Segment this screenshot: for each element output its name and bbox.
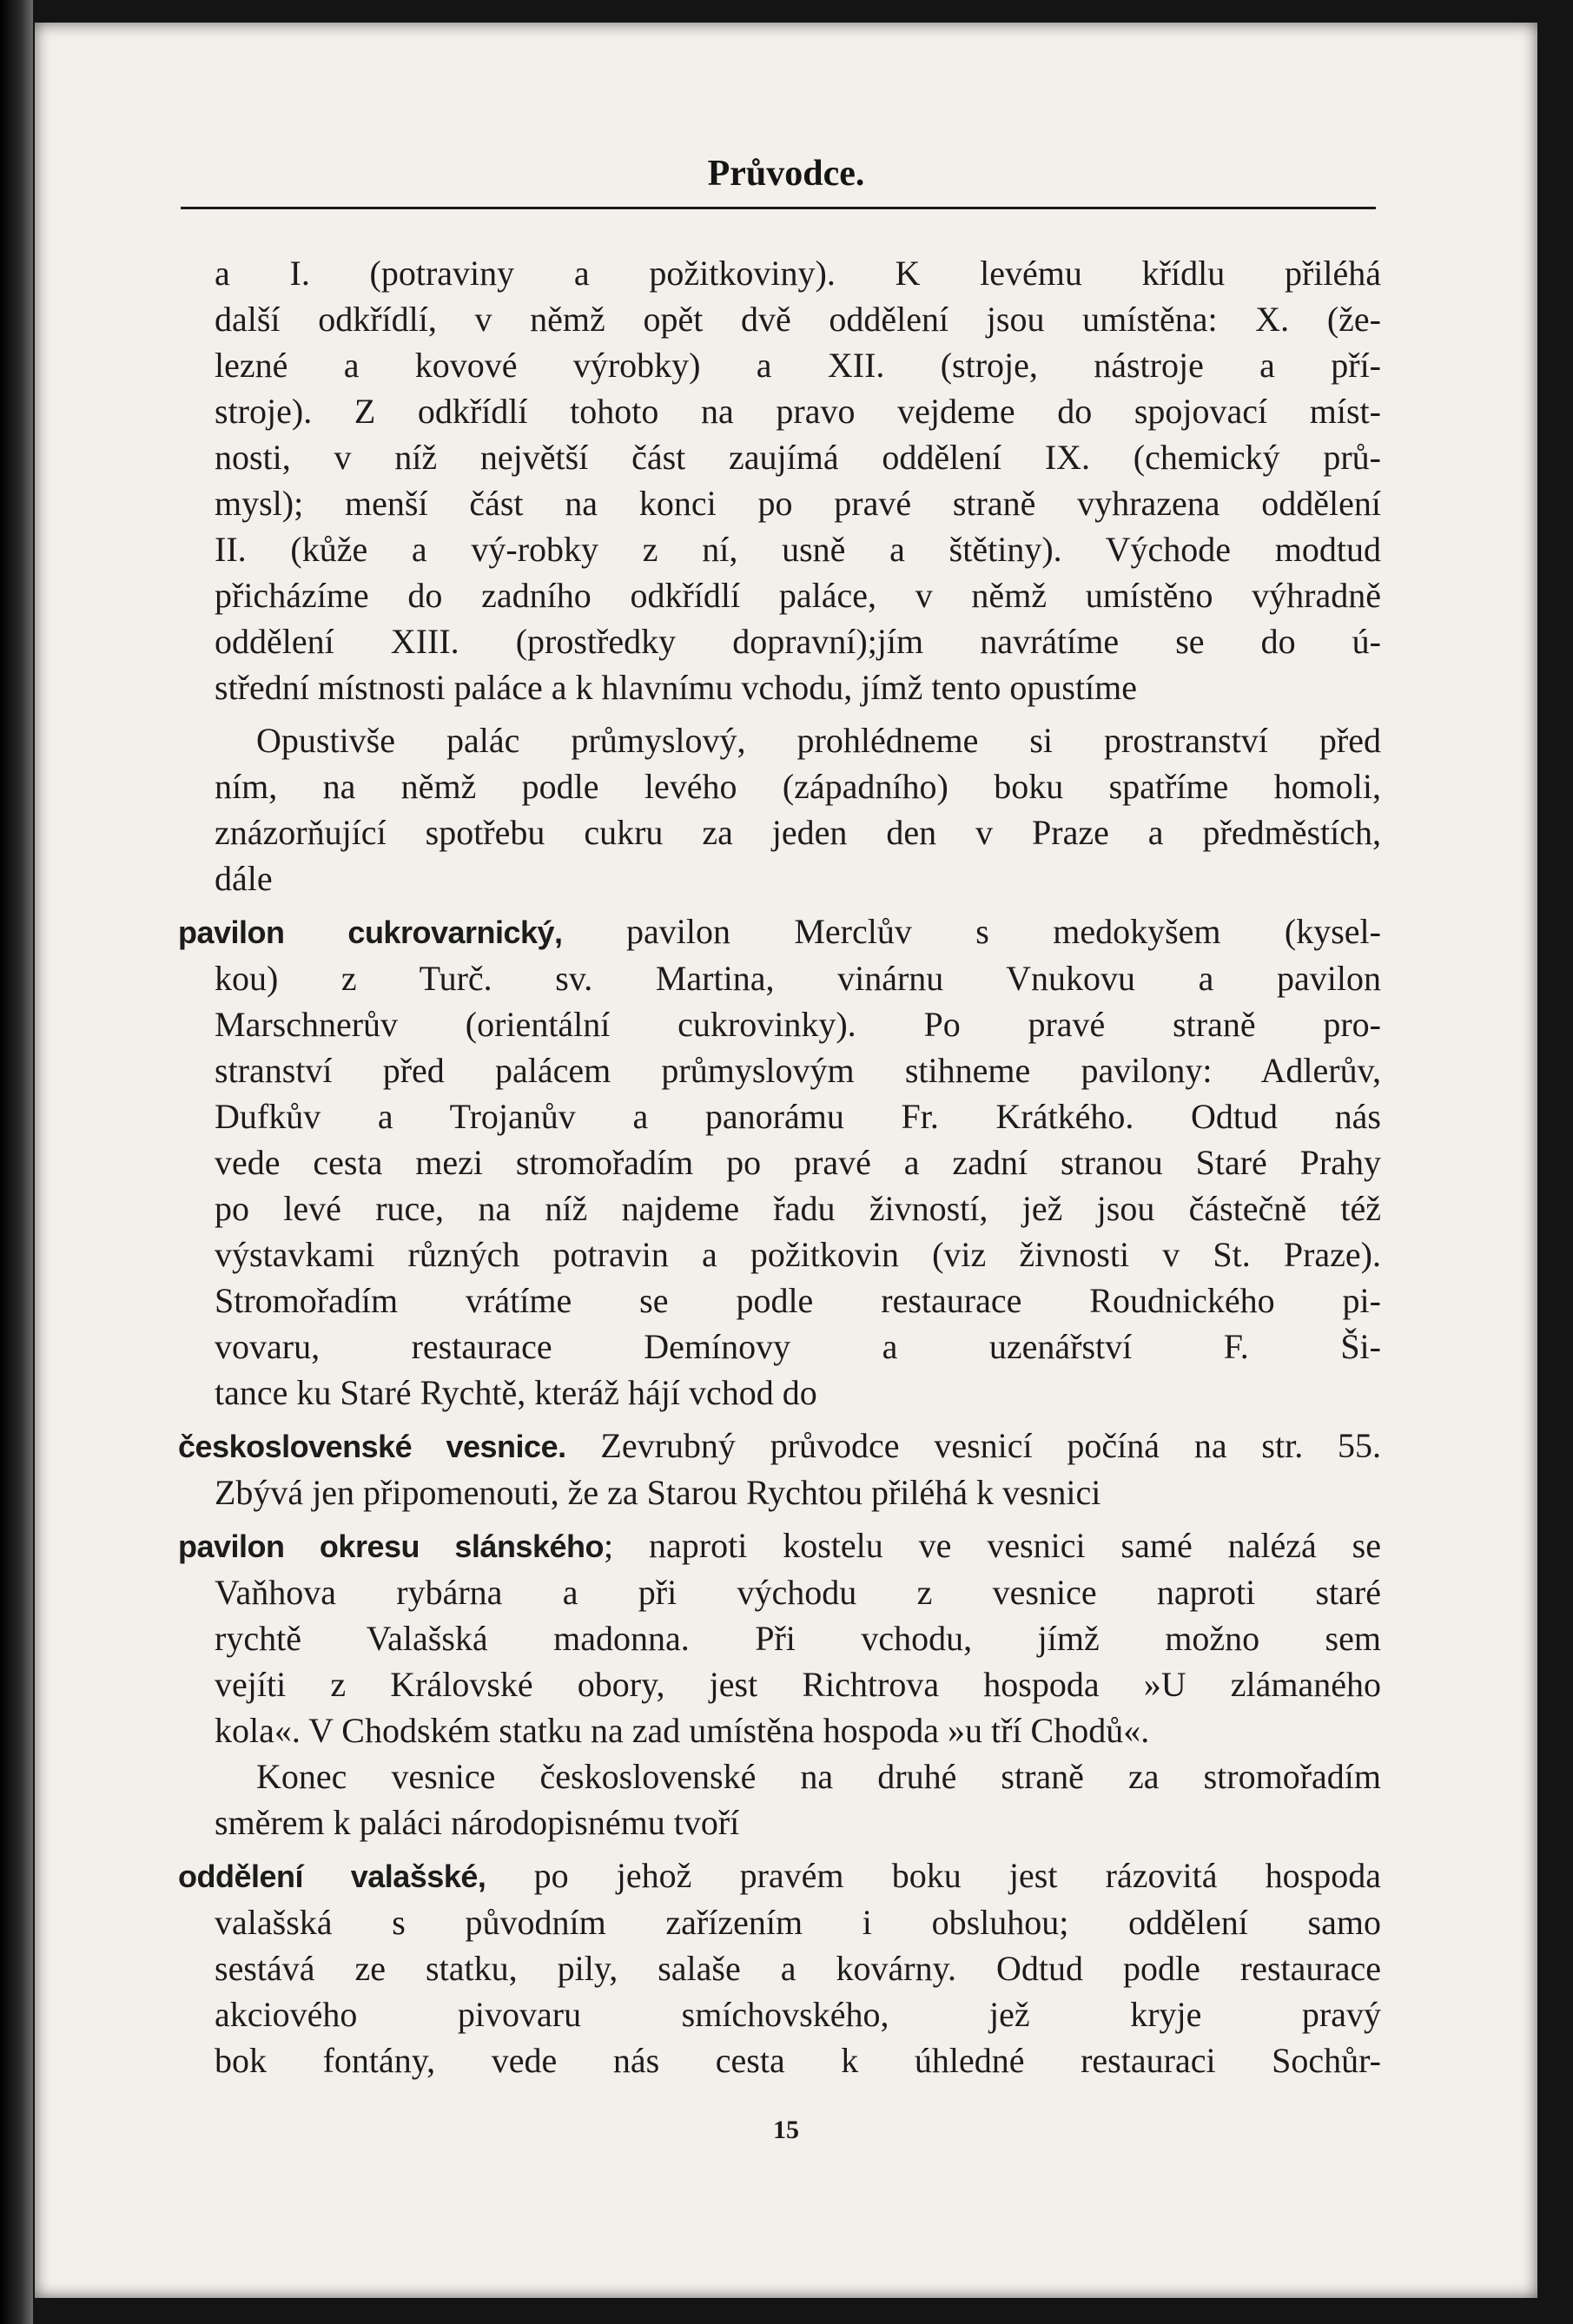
text-line: výstavkami různých potravin a požitkovin (viz živnosti v St. Praze).	[215, 1235, 1381, 1274]
text-line: další odkřídlí, v němž opět dvě oddělení jsou umístěna: X. (že-	[215, 300, 1381, 339]
text-line: lezné a kovové výrobky) a XII. (stroje, nástroje a pří-	[215, 346, 1381, 385]
text-line: bok fontány, vede nás cesta k úhledné restauraci Sochůr-	[215, 2041, 1381, 2080]
text-line: vejíti z Královské obory, jest Richtrova hospoda »U zlámaného	[215, 1665, 1381, 1704]
paragraph-pavilon-okresu-slanskeho	[178, 1522, 1381, 1753]
text-line: mysl); menší část na konci po pravé straně vyhrazena oddělení	[215, 484, 1381, 523]
text-line: kola«. V Chodském statku na zad umístěna hospoda »u tří Chodů«.	[215, 1711, 1150, 1750]
text-line: Zbývá jen připomenouti, že za Starou Rychtou přiléhá k vesnici	[215, 1473, 1101, 1512]
text-line: Dufkův a Trojanův a panorámu Fr. Krátkého. Odtud nás	[215, 1097, 1381, 1136]
paragraph-2	[178, 717, 1381, 901]
text-line: Stromořadím vrátíme se podle restaurace Roudnického pi-	[215, 1281, 1381, 1320]
paragraph-1	[178, 250, 1381, 710]
text-line: sestává ze statku, pily, salaše a kovárny. Odtud podle restaurace	[215, 1949, 1381, 1988]
text-line: znázorňující spotřebu cukru za jeden den v Praze a předměstích,	[215, 813, 1381, 852]
text-line: Konec vesnice československé na druhé straně za stromořadím	[256, 1757, 1381, 1796]
section-lead: oddělení valašské,	[178, 1859, 486, 1894]
text-line: akciového pivovaru smíchovského, jež kryje pravý	[215, 1995, 1381, 2034]
header-rule	[181, 207, 1376, 209]
paragraph-pavilon-cukrovarnicky	[178, 908, 1381, 1416]
paragraph-konec-vesnice	[178, 1753, 1381, 1845]
section-lead: pavilon cukrovarnický,	[178, 914, 563, 950]
text-line: dále	[215, 859, 273, 898]
text-line: Marschnerův (orientální cukrovinky). Po pravé straně pro-	[215, 1005, 1381, 1044]
body-text	[178, 250, 1381, 2083]
text-line: stroje). Z odkřídlí tohoto na pravo vejdeme do spojovací míst-	[215, 392, 1381, 431]
text-run: po jehož pravém boku jest rázovitá hospoda	[486, 1856, 1381, 1895]
section-lead: pavilon okresu slánského	[178, 1528, 604, 1564]
text-line	[178, 1852, 1381, 1899]
text-line	[178, 1522, 1381, 1569]
text-line	[178, 1423, 1381, 1469]
text-run: pavilon Merclův s medokyšem (kysel-	[562, 912, 1381, 951]
text-line: vede cesta mezi stromořadím po pravé a zadní stranou Staré Prahy	[215, 1143, 1381, 1182]
text-line	[178, 908, 1381, 955]
text-line: stranství před palácem průmyslovým stihneme pavilony: Adlerův,	[215, 1051, 1381, 1090]
paragraph-oddeleni-valasske	[178, 1852, 1381, 2083]
text-line: oddělení XIII. (prostředky dopravní);jím navrátíme se do ú-	[215, 622, 1381, 661]
text-run: ; naproti kostelu ve vesnici samé nalézá se	[603, 1526, 1382, 1565]
text-line: a I. (potraviny a požitkoviny). K levému křídlu přiléhá	[215, 254, 1381, 293]
book-page	[35, 23, 1537, 2298]
text-line: přicházíme do zadního odkřídlí paláce, v němž umístěno výhradně	[215, 576, 1381, 615]
text-line: II. (kůže a vý-robky z ní, usně a štětiny). Východe modtud	[215, 530, 1381, 569]
text-line: valašská s původním zařízením i obsluhou; oddělení samo	[215, 1903, 1381, 1942]
text-line: vovaru, restaurace Demínovy a uzenářství F. Ši-	[215, 1327, 1381, 1366]
text-line: po levé ruce, na níž najdeme řadu živností, jež jsou částečně též	[215, 1189, 1381, 1228]
text-line: střední místnosti paláce a k hlavnímu vchodu, jímž tento opustíme	[215, 668, 1138, 707]
text-run: Zevrubný průvodce vesnicí počíná na str. 55.	[565, 1426, 1381, 1465]
text-line: ním, na němž podle levého (západního) boku spatříme homoli,	[215, 767, 1381, 806]
paragraph-ceskoslovenske-vesnice	[178, 1423, 1381, 1515]
page-title: Průvodce.	[707, 154, 865, 194]
text-line: Vaňhova rybárna a při východu z vesnice naproti staré	[215, 1573, 1381, 1612]
section-lead: československé vesnice.	[178, 1429, 566, 1464]
page-number: 15	[773, 2116, 799, 2144]
text-line: směrem k paláci národopisnému tvoří	[215, 1803, 740, 1842]
text-line: rychtě Valašská madonna. Při vchodu, jímž možno sem	[215, 1619, 1381, 1658]
text-line: tance ku Staré Rychtě, kteráž hájí vchod do	[215, 1373, 817, 1412]
scan-edge	[0, 0, 33, 2324]
text-line: kou) z Turč. sv. Martina, vinárnu Vnukovu a pavilon	[215, 959, 1381, 998]
text-line: nosti, v níž největší část zaujímá oddělení IX. (chemický prů-	[215, 438, 1381, 477]
text-line: Opustivše palác průmyslový, prohlédneme si prostranství před	[256, 721, 1381, 760]
